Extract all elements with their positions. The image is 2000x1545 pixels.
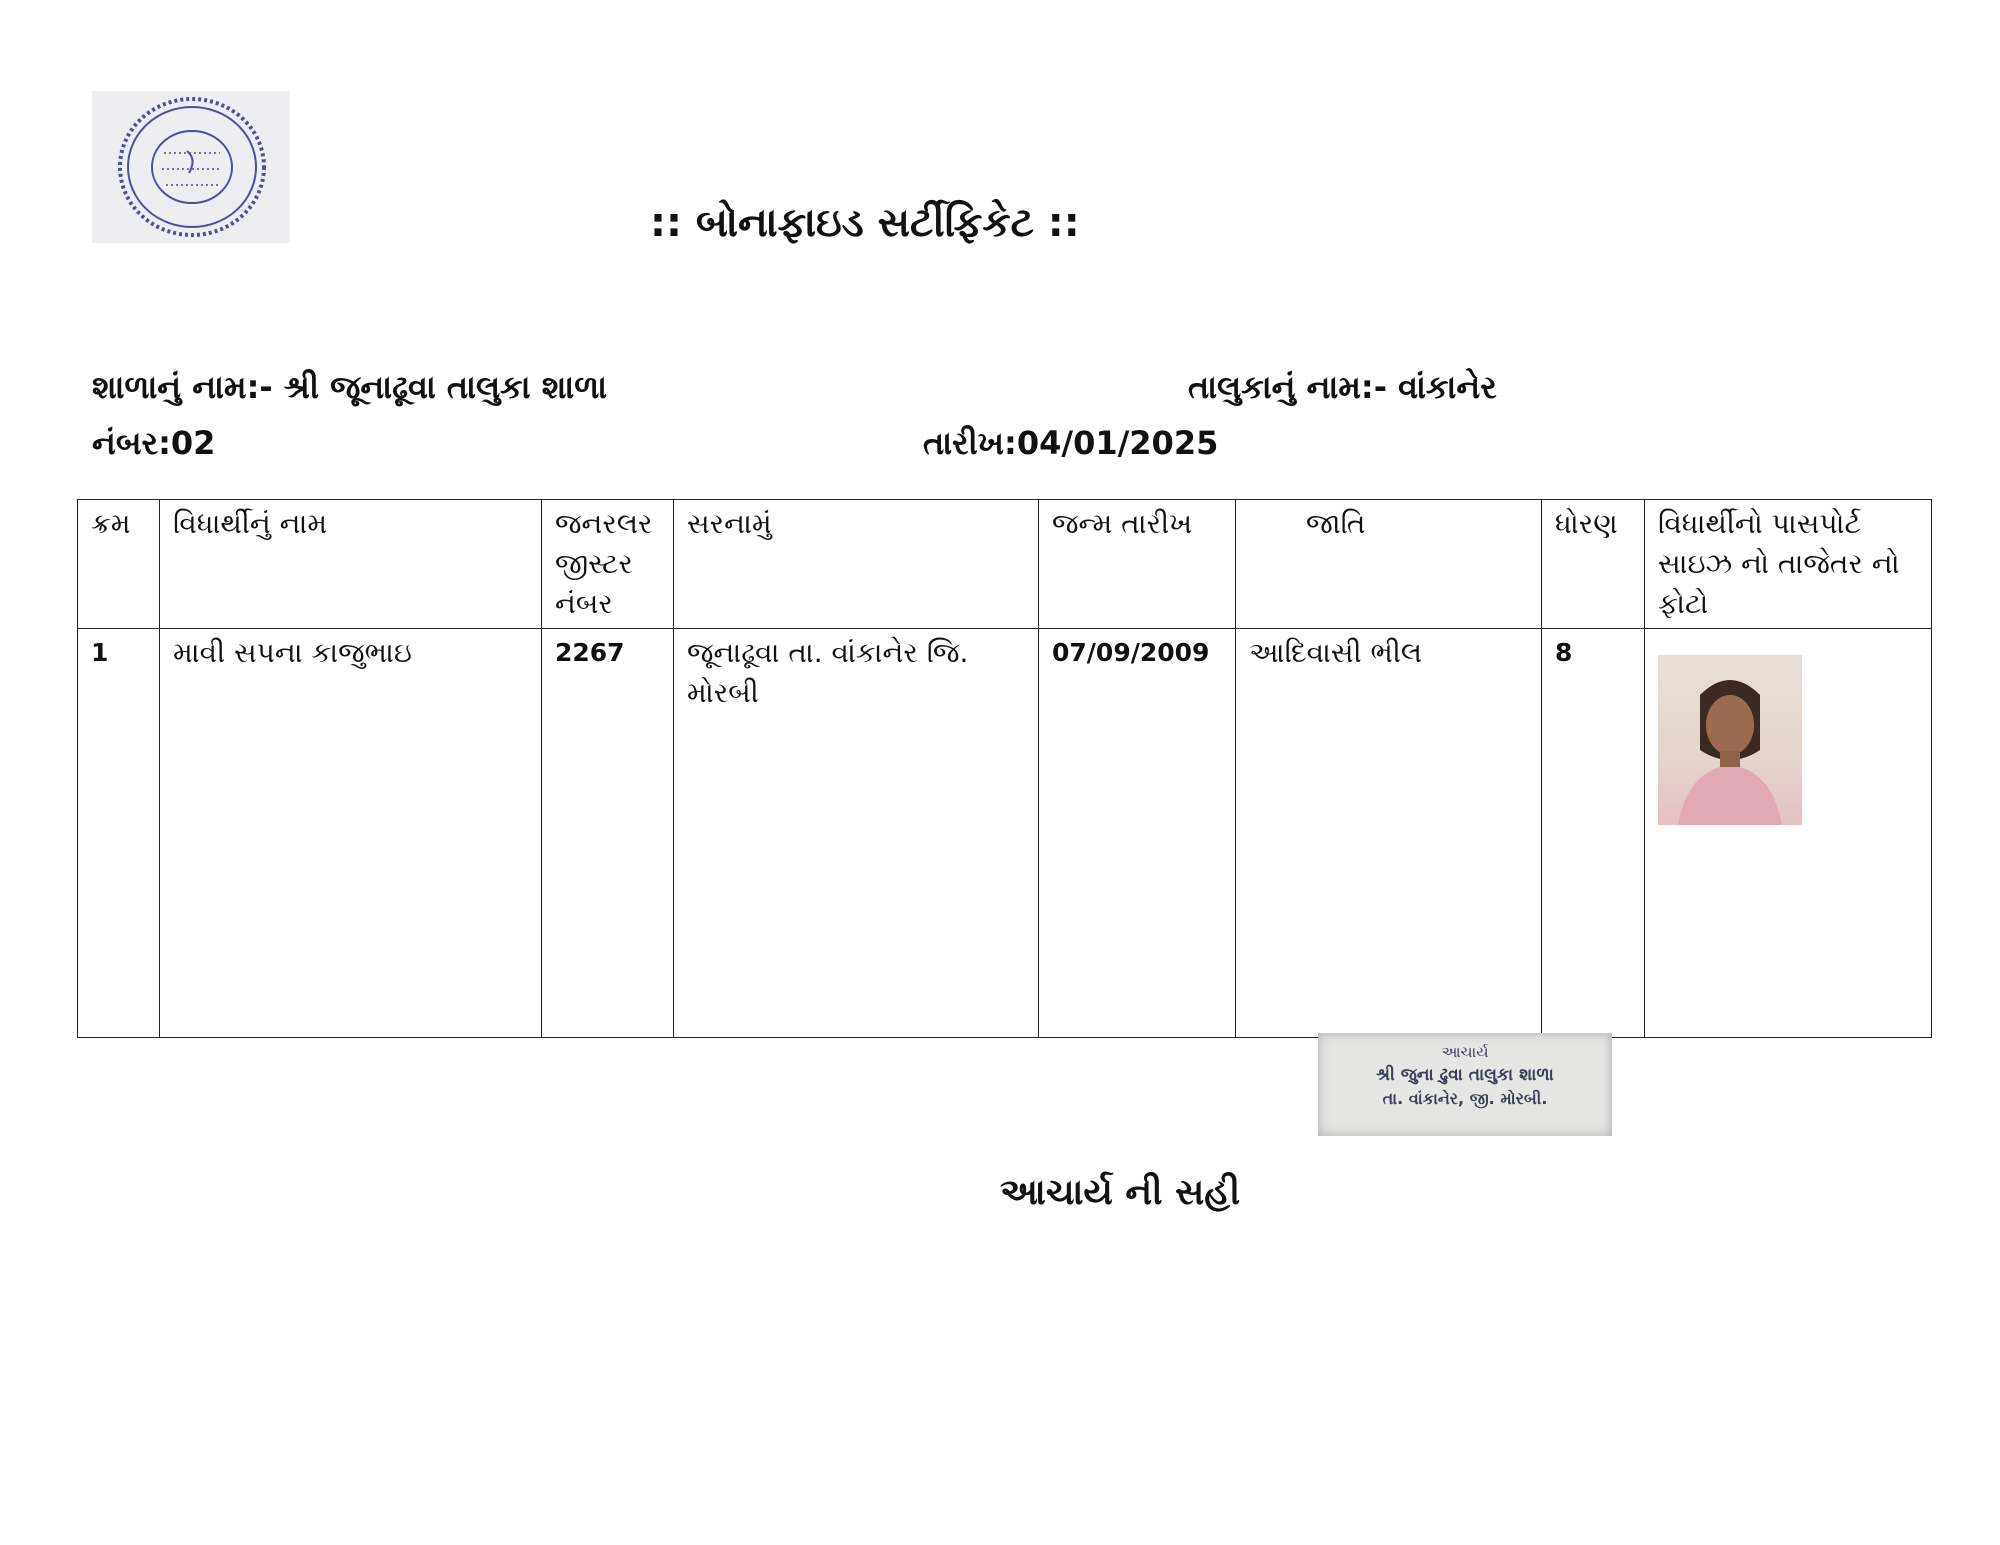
round-seal-icon — [92, 91, 290, 243]
header-photo: વિધાર્થીનો પાસપોર્ટ સાઇઝ નો તાજેતર નો ફોટો — [1645, 500, 1932, 629]
student-photo — [1658, 655, 1802, 825]
cell-caste: આદિવાસી ભીલ — [1236, 629, 1542, 1038]
header-register-number: જનરલર જીસ્ટર નંબર — [542, 500, 674, 629]
certificate-title: :: બોનાફાઇડ સર્ટીફિકેટ :: — [650, 200, 1080, 246]
table-row — [78, 629, 1932, 1038]
portrait-icon — [1658, 655, 1802, 825]
student-table — [77, 499, 1932, 1038]
stamp-line-2: શ્રી જુના ઢુવા તાલુકા શાળા — [1376, 1065, 1554, 1085]
cell-standard: 8 — [1542, 629, 1645, 1038]
cell-serial: 1 — [78, 629, 160, 1038]
cell-birth-date: 07/09/2009 — [1039, 629, 1236, 1038]
header-student-name: વિધાર્થીનું નામ — [160, 500, 542, 629]
header-address: સરનામું — [674, 500, 1039, 629]
school-seal — [92, 91, 290, 243]
certificate-date: તારીખ:04/01/2025 — [923, 424, 1219, 462]
header-caste: જાતિ — [1236, 500, 1542, 629]
cell-photo — [1645, 629, 1932, 1038]
header-serial: ક્રમ — [78, 500, 160, 629]
header-standard: ધોરણ — [1542, 500, 1645, 629]
cell-student-name: માવી સપના કાજુભાઇ — [160, 629, 542, 1038]
principal-signature-label: આચાર્ય ની સહી — [1000, 1172, 1241, 1213]
table-header-row — [78, 500, 1932, 629]
header-birth-date: જન્મ તારીખ — [1039, 500, 1236, 629]
stamp-line-1: આચાર્ય — [1441, 1043, 1489, 1061]
school-name-line: શાળાનું નામ:- શ્રી જૂનાઢૂવા તાલુકા શાળા — [92, 368, 608, 406]
cell-register-number: 2267 — [542, 629, 674, 1038]
principal-stamp — [1318, 1033, 1612, 1136]
stamp-line-3: તા. વાંકાનેર, જી. મોરબી. — [1382, 1089, 1548, 1108]
cell-address: જૂનાઢૂવા તા. વાંકાનેર જિ. મોરબી — [674, 629, 1039, 1038]
taluka-name-line: તાલુકાનું નામ:- વાંકાનેર — [1188, 368, 1497, 406]
certificate-number: નંબર:02 — [92, 424, 216, 462]
